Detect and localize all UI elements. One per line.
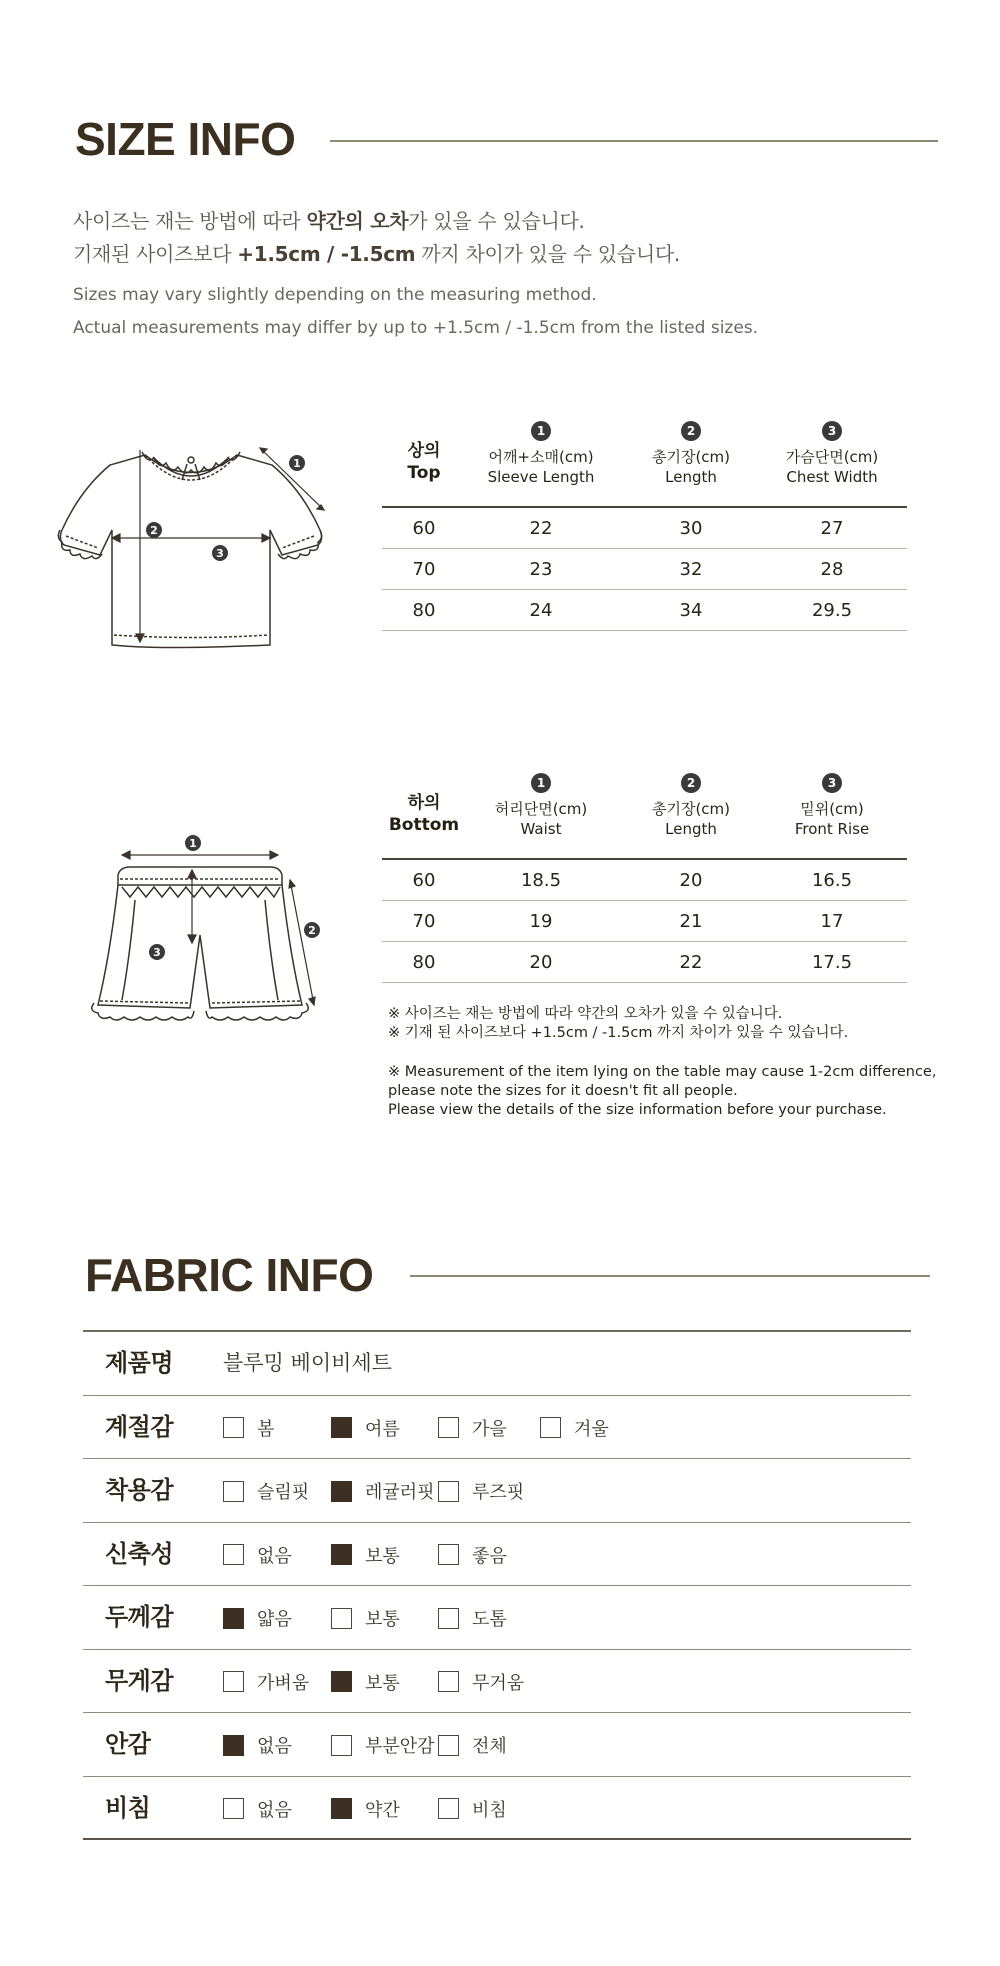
intro-kr-2-text: 기재된 사이즈보다: [73, 242, 238, 266]
checked-box-icon: [331, 1798, 352, 1819]
fabric-option-label: 보통: [365, 1609, 400, 1630]
fabric-option: [331, 1671, 400, 1693]
bottom-col-2-badge: 2: [681, 773, 701, 793]
fabric-row-label: 안감: [105, 1730, 151, 1758]
size-notes-kr: [388, 1005, 848, 1043]
top-garment-diagram: [50, 430, 350, 670]
checked-box-icon: [331, 1481, 352, 1502]
fabric-row-label: 두께감: [105, 1603, 174, 1631]
fabric-option: [438, 1607, 507, 1629]
unchecked-box-icon: [223, 1798, 244, 1819]
fabric-option-label: 겨울: [574, 1418, 609, 1440]
fabric-option-label: 얇음: [257, 1609, 292, 1630]
fabric-option-label: 레귤러핏: [365, 1482, 435, 1503]
intro-kr-line-2: [73, 238, 680, 267]
fabric-row: [83, 1396, 911, 1460]
top-size-table: [382, 420, 907, 631]
top-marker-2-label: 2: [150, 524, 158, 537]
unchecked-box-icon: [438, 1608, 459, 1629]
top-col-2-kr: 총기장(cm): [651, 448, 731, 466]
top-table-header: [382, 420, 907, 508]
fabric-option-label: 가을: [472, 1418, 507, 1440]
intro-kr-line-1: [73, 205, 585, 234]
value-cell: 34: [679, 600, 703, 621]
checked-box-icon: [331, 1417, 352, 1438]
size-cell: 70: [412, 559, 436, 580]
value-cell: 22: [529, 518, 553, 539]
value-cell: 27: [820, 518, 844, 539]
value-cell: 16.5: [811, 870, 853, 891]
note-kr-1: ※ 사이즈는 재는 방법에 따라 약간의 오차가 있을 수 있습니다.: [388, 1006, 783, 1022]
fabric-option: [223, 1671, 309, 1693]
value-cell: 19: [529, 911, 553, 932]
top-col-3-en: Chest Width: [786, 468, 878, 486]
fabric-option-label: 봄: [257, 1418, 275, 1440]
note-kr-2: ※ 기재 된 사이즈보다 +1.5cm / -1.5cm 까지 차이가 있을 수 있습니다.: [388, 1025, 849, 1041]
fabric-option-label: 비침: [472, 1799, 507, 1821]
fabric-row-product: [83, 1332, 911, 1396]
unchecked-box-icon: [223, 1671, 244, 1692]
bottom-col-3: [757, 772, 907, 839]
fabric-table: [83, 1330, 911, 1840]
note-en-2: please note the sizes for it doesn't fit all people.: [388, 1083, 738, 1099]
fabric-option: [223, 1734, 292, 1756]
bottom-col-3-kr: 밑위(cm): [800, 800, 864, 818]
value-cell: 29.5: [811, 600, 853, 621]
bottom-col-3-en: Front Rise: [794, 820, 870, 838]
value-cell: 30: [679, 518, 703, 539]
bottom-col-2-kr: 총기장(cm): [651, 800, 731, 818]
fabric-option-label: 전체: [472, 1736, 507, 1757]
checked-box-icon: [331, 1544, 352, 1565]
top-marker-1-label: 1: [293, 457, 301, 470]
fabric-row-label: 무게감: [105, 1666, 174, 1695]
fabric-option-label: 좋음: [472, 1545, 507, 1567]
bottom-col-2: [616, 772, 766, 839]
bottom-col-1-en: Waist: [520, 820, 562, 838]
top-col-3: [757, 420, 907, 487]
checked-box-icon: [331, 1671, 352, 1692]
intro-en-line-2: Actual measurements may differ by up to +1.5cm / -1.5cm from the listed sizes.: [73, 318, 759, 338]
table-row: [382, 860, 907, 901]
top-col-2-badge: 2: [681, 421, 701, 441]
top-marker-3-label: 3: [216, 547, 224, 560]
table-row: [382, 549, 907, 590]
fabric-option: [438, 1798, 507, 1820]
fabric-option: [223, 1798, 292, 1820]
fabric-row: [83, 1459, 911, 1523]
fabric-option: [223, 1417, 274, 1439]
value-cell: 17: [820, 911, 844, 932]
intro-en-line-1: Sizes may vary slightly depending on the measuring method.: [73, 285, 597, 305]
top-col-1-kr: 어깨+소매(cm): [488, 448, 594, 466]
fabric-option: [438, 1480, 524, 1502]
table-row: [382, 901, 907, 942]
size-info-rule: [330, 140, 938, 142]
top-col-3-badge: 3: [822, 421, 842, 441]
fabric-option-label: 없음: [257, 1799, 292, 1821]
value-cell: 20: [679, 870, 703, 891]
fabric-row: [83, 1650, 911, 1714]
unchecked-box-icon: [331, 1735, 352, 1756]
unchecked-box-icon: [438, 1735, 459, 1756]
value-cell: 17.5: [811, 952, 853, 973]
fabric-option-label: 가벼움: [257, 1672, 310, 1694]
top-col-3-kr: 가슴단면(cm): [785, 448, 879, 466]
fabric-option: [438, 1671, 524, 1693]
intro-kr-1-tail: 가 있을 수 있습니다.: [408, 209, 585, 233]
fabric-option-label: 없음: [257, 1545, 292, 1567]
fabric-option-label: 없음: [257, 1736, 292, 1757]
fabric-row-label: 신축성: [105, 1539, 174, 1568]
value-cell: 20: [529, 952, 553, 973]
fabric-option-label: 보통: [365, 1545, 400, 1567]
bottom-marker-2-label: 2: [308, 924, 316, 937]
bottom-table-category: [382, 792, 466, 836]
fabric-option-label: 여름: [365, 1418, 400, 1440]
fabric-option-label: 루즈핏: [472, 1482, 525, 1503]
top-col-1: [466, 420, 616, 487]
bottom-table-header: [382, 772, 907, 860]
unchecked-box-icon: [438, 1544, 459, 1565]
unchecked-box-icon: [331, 1608, 352, 1629]
intro-kr-1-text: 사이즈는 재는 방법에 따라: [73, 209, 307, 233]
fabric-info-title: FABRIC INFO: [85, 1249, 374, 1301]
note-en-3: Please view the details of the size information before your purchase.: [388, 1102, 887, 1118]
top-col-2-en: Length: [665, 468, 717, 486]
fabric-option-label: 약간: [365, 1799, 400, 1821]
fabric-option: [331, 1798, 400, 1820]
fabric-row-label: 착용감: [105, 1476, 174, 1504]
size-cell: 60: [412, 870, 436, 891]
product-name: 블루밍 베이비세트: [223, 1351, 392, 1375]
value-cell: 24: [529, 600, 553, 621]
bottom-col-1: [466, 772, 616, 839]
bottom-marker-1-label: 1: [189, 837, 197, 850]
fabric-option-label: 무거움: [472, 1672, 525, 1694]
fabric-row-label: 계절감: [105, 1412, 174, 1441]
value-cell: 32: [679, 559, 703, 580]
table-row: [382, 590, 907, 631]
unchecked-box-icon: [540, 1417, 561, 1438]
fabric-option: [223, 1544, 292, 1566]
top-category-kr: 상의: [407, 441, 441, 461]
checked-box-icon: [223, 1608, 244, 1629]
top-table-category: [382, 440, 466, 484]
unchecked-box-icon: [438, 1671, 459, 1692]
size-cell: 60: [412, 518, 436, 539]
size-cell: 70: [412, 911, 436, 932]
top-col-1-badge: 1: [531, 421, 551, 441]
table-row: [382, 942, 907, 983]
bottom-col-3-badge: 3: [822, 773, 842, 793]
fabric-option: [438, 1544, 507, 1566]
unchecked-box-icon: [223, 1417, 244, 1438]
fabric-option-label: 부분안감: [365, 1736, 435, 1757]
top-col-1-en: Sleeve Length: [487, 468, 595, 486]
unchecked-box-icon: [438, 1798, 459, 1819]
value-cell: 28: [820, 559, 844, 580]
fabric-option: [331, 1544, 400, 1566]
fabric-info-rule: [410, 1275, 930, 1277]
note-en-1: ※ Measurement of the item lying on the table may cause 1-2cm difference,: [388, 1064, 937, 1080]
size-info-title: SIZE INFO: [75, 113, 296, 165]
bottom-col-2-en: Length: [665, 820, 717, 838]
bottom-category-kr: 하의: [407, 793, 441, 813]
fabric-row: [83, 1586, 911, 1650]
fabric-row-label: 비침: [105, 1793, 151, 1822]
bottom-category-en: Bottom: [388, 815, 460, 835]
size-cell: 80: [412, 600, 436, 621]
size-cell: 80: [412, 952, 436, 973]
fabric-option: [540, 1417, 609, 1439]
value-cell: 18.5: [520, 870, 562, 891]
intro-kr-1-bold: 약간의 오차: [306, 209, 409, 233]
fabric-option: [331, 1607, 400, 1629]
fabric-option: [223, 1480, 309, 1502]
value-cell: 21: [679, 911, 703, 932]
bottom-marker-3-label: 3: [153, 946, 161, 959]
fabric-option-label: 슬림핏: [257, 1482, 310, 1503]
fabric-option: [331, 1734, 435, 1756]
fabric-option: [438, 1417, 507, 1439]
fabric-row: [83, 1777, 911, 1841]
bottom-col-1-badge: 1: [531, 773, 551, 793]
checked-box-icon: [223, 1735, 244, 1756]
table-row: [382, 508, 907, 549]
intro-kr-2-bold: +1.5cm / -1.5cm: [237, 242, 416, 266]
top-category-en: Top: [407, 463, 441, 483]
bottom-col-1-kr: 허리단면(cm): [494, 800, 588, 818]
bottom-garment-diagram: [80, 825, 350, 1050]
fabric-option-label: 보통: [365, 1672, 400, 1694]
bottom-size-table: [382, 772, 907, 983]
fabric-option: [331, 1417, 400, 1439]
unchecked-box-icon: [438, 1481, 459, 1502]
fabric-option-label: 도톰: [472, 1609, 507, 1630]
fabric-row: [83, 1713, 911, 1777]
value-cell: 22: [679, 952, 703, 973]
fabric-option: [223, 1607, 292, 1629]
unchecked-box-icon: [223, 1544, 244, 1565]
value-cell: 23: [529, 559, 553, 580]
intro-kr-2-tail: 까지 차이가 있을 수 있습니다.: [415, 242, 680, 266]
unchecked-box-icon: [438, 1417, 459, 1438]
fabric-option: [331, 1480, 435, 1502]
fabric-row: [83, 1523, 911, 1587]
size-notes-en: [388, 1063, 936, 1120]
fabric-row-label: 제품명: [105, 1349, 174, 1377]
fabric-option: [438, 1734, 507, 1756]
top-col-2: [616, 420, 766, 487]
unchecked-box-icon: [223, 1481, 244, 1502]
